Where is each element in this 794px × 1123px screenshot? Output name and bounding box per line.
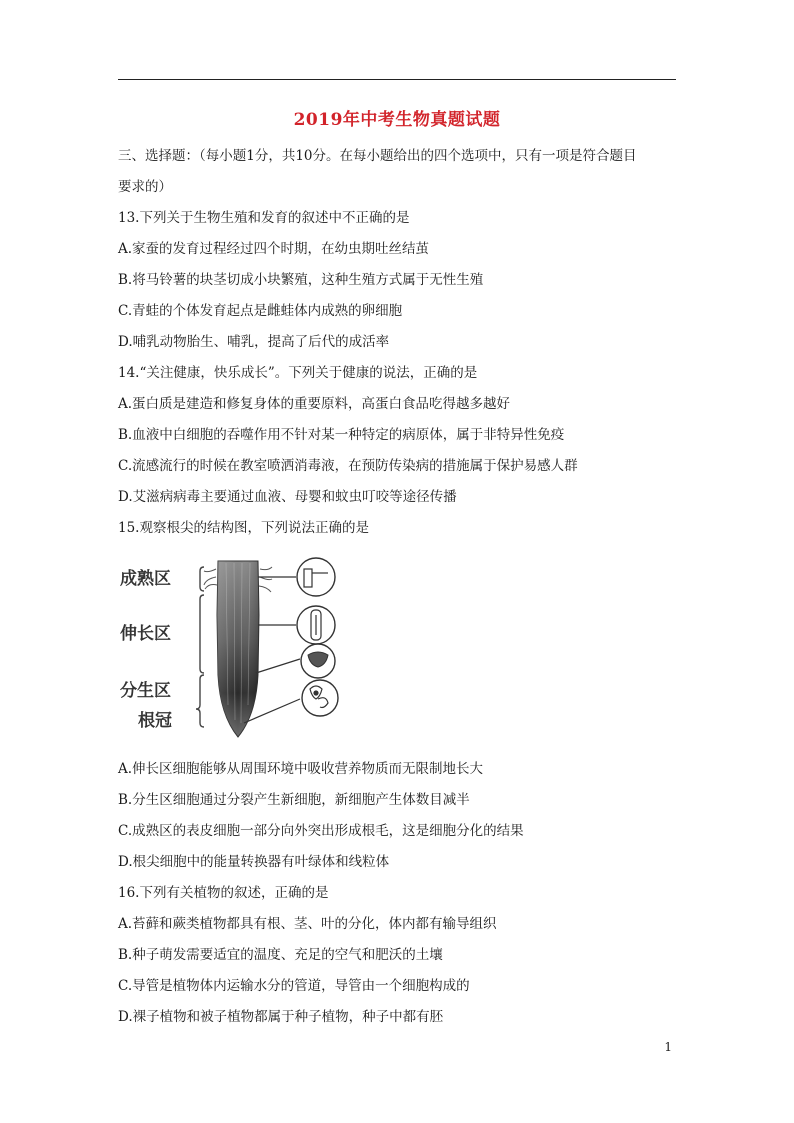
question-13-option-b: B.将马铃薯的块茎切成小块繁殖，这种生殖方式属于无性生殖 <box>118 272 484 288</box>
question-15-option-c: C.成熟区的表皮细胞一部分向外突出形成根毛，这是细胞分化的结果 <box>118 823 524 839</box>
question-13-option-d: D.哺乳动物胎生、哺乳，提高了后代的成活率 <box>118 334 390 350</box>
question-16-stem: 16.下列有关植物的叙述，正确的是 <box>118 885 329 901</box>
root-tip-figure <box>118 555 348 745</box>
question-14-option-d: D.艾滋病病毒主要通过血液、母婴和蚊虫叮咬等途径传播 <box>118 489 457 505</box>
question-13-stem: 13.下列关于生物生殖和发育的叙述中不正确的是 <box>118 210 410 226</box>
section-heading-cont: 要求的） <box>118 179 172 195</box>
section-heading: 三、选择题：（每小题1分，共10分。在每小题给出的四个选项中，只有一项是符合题目 <box>118 148 637 164</box>
page-title: 2019年中考生物真题试题 <box>293 110 501 130</box>
question-16-option-a: A.苔藓和蕨类植物都具有根、茎、叶的分化，体内都有输导组织 <box>118 916 497 932</box>
question-15-option-d: D.根尖细胞中的能量转换器有叶绿体和线粒体 <box>118 854 390 870</box>
region-brackets <box>196 567 204 727</box>
page-number: 1 <box>664 1040 672 1054</box>
question-16-option-c: C.导管是植物体内运输水分的管道，导管由一个细胞构成的 <box>118 978 470 994</box>
label-root-cap: 根冠 <box>138 711 172 731</box>
question-16-option-d: D.裸子植物和被子植物都属于种子植物，种子中都有胚 <box>118 1009 444 1025</box>
question-15-option-b: B.分生区细胞通过分裂产生新细胞，新细胞产生体数目减半 <box>118 792 470 808</box>
label-elongation-zone: 伸长区 <box>120 624 171 644</box>
question-14-option-b: B.血液中白细胞的吞噬作用不针对某一种特定的病原体，属于非特异性免疫 <box>118 427 565 443</box>
label-meristem-zone: 分生区 <box>120 681 171 701</box>
question-13-option-c: C.青蛙的个体发育起点是雌蛙体内成熟的卵细胞 <box>118 303 403 319</box>
header-rule <box>118 79 676 80</box>
question-13-option-a: A.家蚕的发育过程经过四个时期，在幼虫期吐丝结茧 <box>118 241 430 257</box>
question-15-option-a: A.伸长区细胞能够从周围环境中吸收营养物质而无限制地长大 <box>118 761 484 777</box>
question-14-option-a: A.蛋白质是建造和修复身体的重要原料，高蛋白食品吃得越多越好 <box>118 396 511 412</box>
question-15-stem: 15.观察根尖的结构图，下列说法正确的是 <box>118 520 369 536</box>
question-16-option-b: B.种子萌发需要适宜的温度、充足的空气和肥沃的土壤 <box>118 947 443 963</box>
question-14-option-c: C.流感流行的时候在教室喷洒消毒液，在预防传染病的措施属于保护易感人群 <box>118 458 578 474</box>
label-maturation-zone: 成熟区 <box>120 569 171 589</box>
question-14-stem: 14.“关注健康，快乐成长”。下列关于健康的说法，正确的是 <box>118 365 478 381</box>
